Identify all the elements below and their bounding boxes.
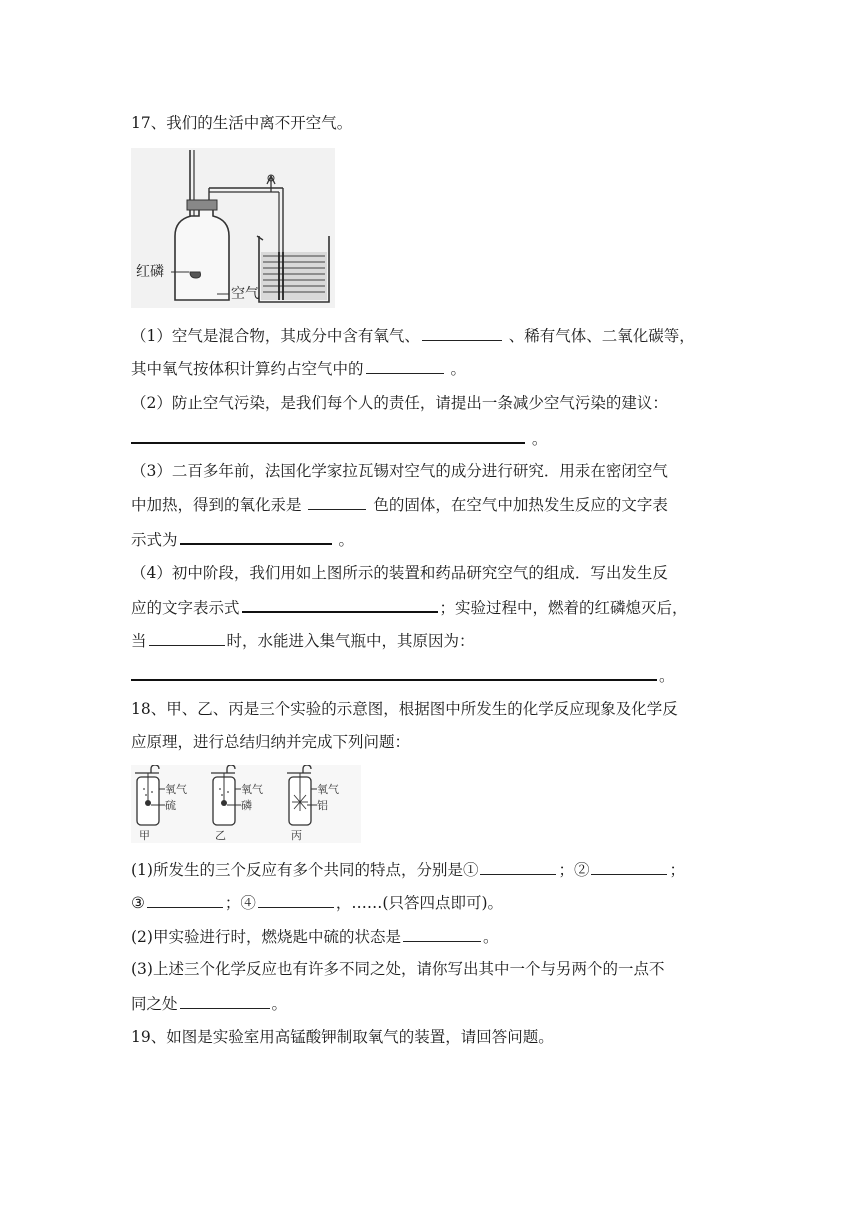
text: 色的固体，在空气中加热发生反应的文字表 [368,496,668,514]
text: 时，水能进入集气瓶中，其原因为： [226,632,475,650]
answer-blank[interactable] [308,493,366,510]
answer-blank[interactable] [258,891,334,908]
text: 当 [131,632,147,650]
text: 。 [527,430,548,448]
answer-blank[interactable] [149,629,225,646]
text: （1）空气是混合物，其成分中含有氧气、 [131,327,420,345]
answer-blank[interactable] [131,426,525,444]
text: ；④ [224,894,256,912]
label-red-phosphorus: 红磷 [136,264,164,280]
q18-title-line1: 18、甲、乙、丙是三个实验的示意图，根据图中所发生的化学反应现象及化学反 [131,700,678,718]
jar-bing-substance-label: 铝 [317,799,328,812]
answer-blank[interactable] [422,324,502,341]
text: ③ [131,894,145,912]
answer-blank[interactable] [147,891,223,908]
text: 。 [333,531,354,549]
text: 。 [659,667,675,685]
q17-part4-line4 [131,663,675,687]
jar-bing-caption: 丙 [291,829,302,842]
q17-apparatus-figure [131,148,335,308]
q18-part1-line1 [131,858,685,881]
q17-title: 17、我们的生活中离不开空气。 [131,114,353,132]
q18-three-jars-figure [131,765,361,843]
text: (1)所发生的三个反应有多个共同的特点，分别是① [131,861,479,879]
q18-title-line2: 应原理，进行总结归纳并完成下列问题： [131,733,411,751]
answer-blank[interactable] [480,858,556,875]
q18-part1-line2 [131,891,503,914]
text: (2)甲实验进行时，燃烧匙中硫的状态是 [131,928,401,946]
text: 示式为 [131,531,178,549]
answer-blank[interactable] [403,925,481,942]
text: 。 [445,360,466,378]
text: ； [669,861,685,879]
jar-jia-substance-label: 硫 [165,799,176,812]
q17-part3-line2 [131,493,668,516]
q17-part4-line3 [131,629,475,652]
text: ；② [558,861,590,879]
answer-blank[interactable] [591,858,667,875]
jar-yi-caption: 乙 [215,829,226,842]
jar-yi-substance-label: 磷 [241,799,252,812]
q17-part4-line2 [131,595,688,619]
label-air: 空气 [231,286,259,302]
text: 其中氧气按体积计算约占空气中的 [131,360,364,378]
q18-part3-line2 [131,992,287,1015]
answer-blank[interactable] [180,992,270,1009]
text: 同之处 [131,995,178,1013]
q17-part2-line2 [131,426,547,450]
answer-blank[interactable] [242,595,438,613]
q19-title: 19、如图是实验室用高锰酸钾制取氧气的装置，请回答问题。 [131,1028,554,1046]
text: ，……(只答四点即可)。 [335,894,504,912]
text: 中加热，得到的氧化汞是 [131,496,307,514]
q17-part1-line1 [131,324,695,347]
jar-jia-caption: 甲 [139,829,150,842]
q18-part3-line1: (3)上述三个化学反应也有许多不同之处，请你写出其中一个与另两个的一点不 [131,960,665,978]
jar-yi-gas-label: 氧气 [241,783,263,796]
answer-blank[interactable] [180,527,332,545]
q17-part3-line1: （3）二百多年前，法国化学家拉瓦锡对空气的成分进行研究．用汞在密闭空气 [131,462,668,480]
answer-blank[interactable] [131,663,657,681]
text: 。 [271,995,288,1013]
text: 。 [482,928,499,946]
q17-part2-line1: （2）防止空气污染，是我们每个人的责任，请提出一条减少空气污染的建议： [131,394,668,412]
q17-part4-line1: （4）初中阶段，我们用如上图所示的装置和药品研究空气的组成．写出发生反 [131,564,668,582]
jar-jia-gas-label: 氧气 [165,783,187,796]
jar-bing-gas-label: 氧气 [317,783,339,796]
answer-blank[interactable] [366,357,444,374]
text: 应的文字表示式 [131,599,240,617]
q18-part2 [131,925,498,948]
q17-part1-line2 [131,357,466,380]
q17-part3-line3 [131,527,354,551]
text: 、稀有气体、二氧化碳等， [503,327,695,345]
text: ；实验过程中，燃着的红磷熄灭后， [439,599,688,617]
